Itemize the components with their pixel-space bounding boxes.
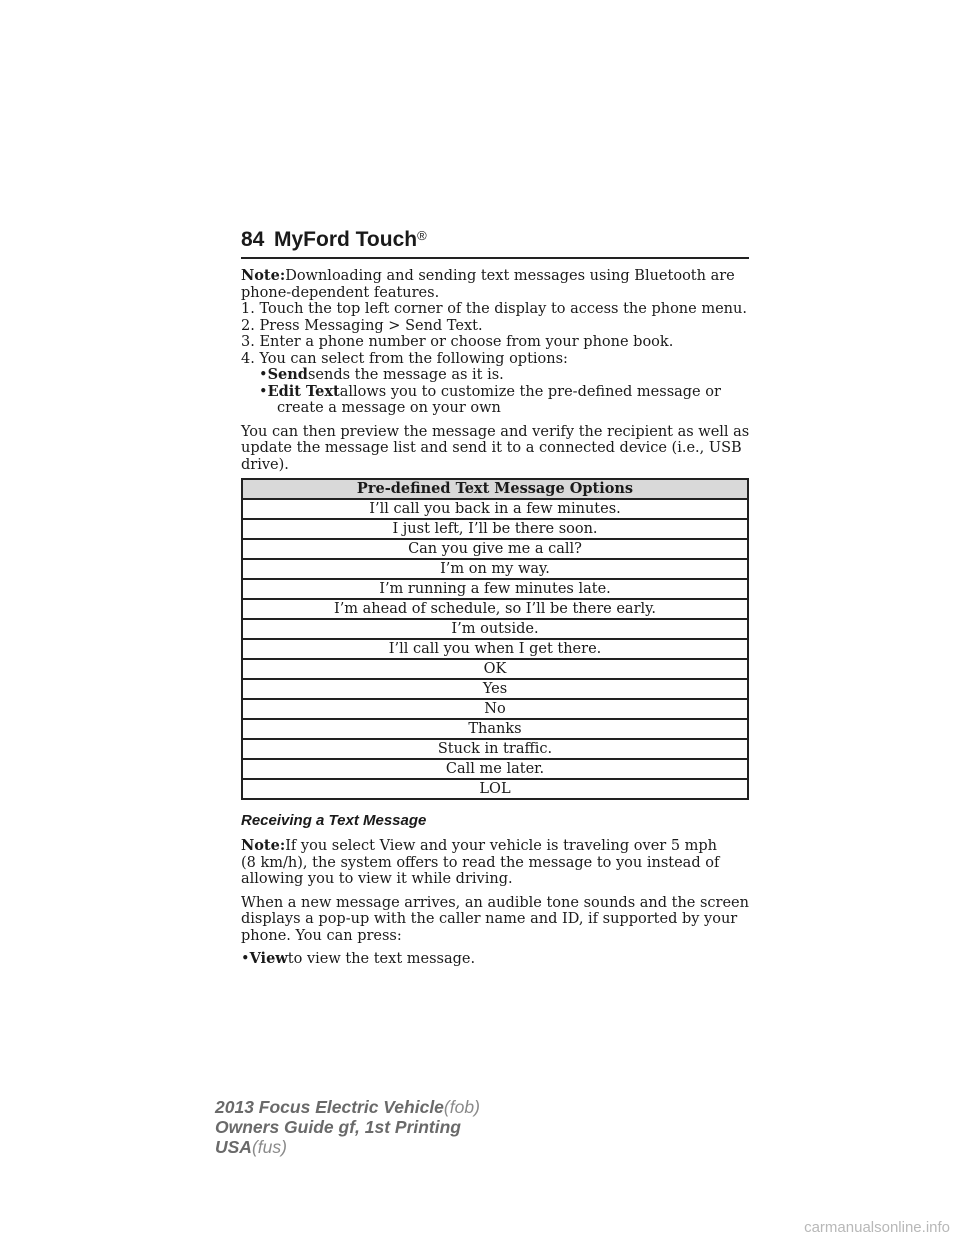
chapter-title: MyFord Touch® [274,228,427,251]
step-4: 4. You can select from the following options: [241,350,568,367]
table-row: I’m running a few minutes late. [242,579,748,599]
page-header [241,228,749,258]
table-header: Pre-defined Text Message Options [242,479,748,499]
watermark: carmanualsonline.info [804,1219,950,1236]
receiving-heading: Receiving a Text Message [241,812,427,829]
step-3: 3. Enter a phone number or choose from your phone book. [241,334,674,350]
header-rule [241,257,749,259]
table-row: I’ll call you back in a few minutes. [242,499,748,519]
table-row: I’ll call you when I get there. [242,639,748,659]
step-1: 1. Touch the top left corner of the display to access the phone menu. [241,301,747,317]
option-edit-text: •Edit Textallows you to customize the pre-defined message or [259,382,721,400]
table-row: Can you give me a call? [242,539,748,559]
driving-note: Note:If you select View and your vehicle is traveling over 5 mph (8 km/h), the system offers to read the message to you instead of allowing you to view it while driving. [241,837,720,887]
bluetooth-note: Note:Downloading and sending text messages using Bluetooth are phone-dependent features. [241,267,735,301]
table-row: I’m ahead of schedule, so I’ll be there early. [242,599,748,619]
option-view: •Viewto view the text message. [241,950,476,967]
send-text-section: Note:Downloading and sending text messages using Bluetooth are phone-dependent features. 1. Touch the top left corner of the display to access the phone menu. 2. Press Messaging > Send Text. 3. Enter a phone number or choose from your phone book. 4. You can select from the following options: •Sendsends the message as it is. •Edit Textallows you to customize the pre-defined message or create a message on your own You can then preview the message and verify the recipient as well as update the message list and send it to a connected device (i.e., USB drive). [241,268,756,473]
table-row: No [242,699,748,719]
table-row: OK [242,659,748,679]
table-row: Call me later. [242,759,748,779]
table-row: Stuck in traffic. [242,739,748,759]
preview-paragraph: You can then preview the message and verify the recipient as well as update the message list and send it to a connected device (i.e., USB drive). [241,423,750,473]
table-row: I’m outside. [242,619,748,639]
receiving-section [241,838,756,968]
table-row: Yes [242,679,748,699]
predefined-messages-table [241,478,749,800]
table-row: I’m on my way. [242,559,748,579]
note-label: Note: [241,267,286,284]
print-footer: 2013 Focus Electric Vehicle(fob) Owners Guide gf, 1st Printing USA(fus) [215,1097,480,1157]
option-send: •Sendsends the message as it is. [259,366,504,383]
table-row: I just left, I’ll be there soon. [242,519,748,539]
step-2: 2. Press Messaging > Send Text. [241,317,483,334]
arrival-paragraph: When a new message arrives, an audible tone sounds and the screen displays a pop-up with the caller name and ID, if supported by your phone. You can press: [241,894,749,944]
page-number: 84 [241,228,265,251]
table-row: LOL [242,779,748,799]
registered-mark: ® [417,228,427,243]
note-label: Note: [241,837,286,854]
table-row: Thanks [242,719,748,739]
